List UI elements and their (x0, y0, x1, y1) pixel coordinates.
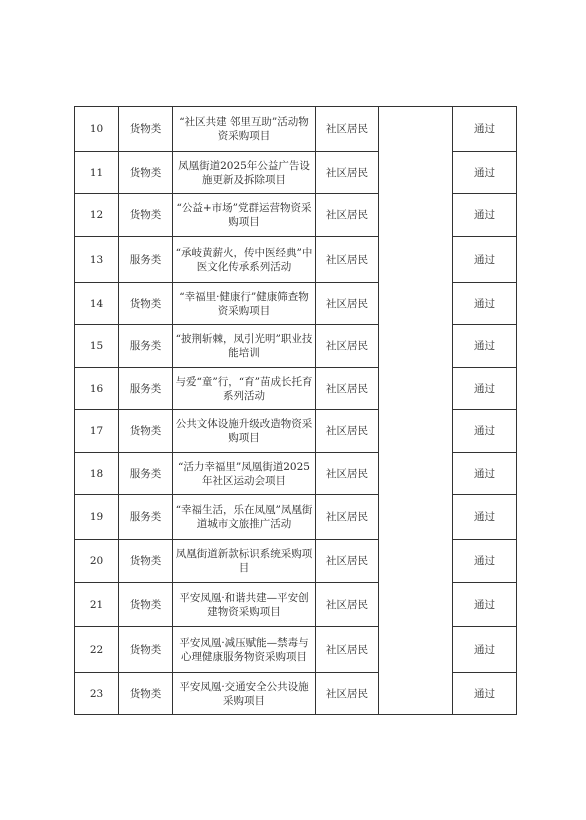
category-cell: 货物类 (119, 583, 173, 627)
row-number: 14 (75, 283, 119, 325)
result-cell: 通过 (453, 152, 517, 194)
target-cell: 社区居民 (316, 107, 379, 152)
row-number: 12 (75, 194, 119, 237)
project-name-cell: “公益+市场”党群运营物资采购项目 (173, 194, 316, 237)
row-number: 18 (75, 453, 119, 495)
target-cell: 社区居民 (316, 194, 379, 237)
project-name-cell: “幸福里·健康行”健康筛查物资采购项目 (173, 283, 316, 325)
target-cell: 社区居民 (316, 410, 379, 453)
target-cell: 社区居民 (316, 540, 379, 583)
project-name-cell: 凤凰街道新款标识系统采购项目 (173, 540, 316, 583)
project-review-table (74, 106, 517, 715)
target-cell: 社区居民 (316, 583, 379, 627)
row-number: 17 (75, 410, 119, 453)
result-cell: 通过 (453, 325, 517, 368)
category-cell: 服务类 (119, 325, 173, 368)
row-number: 21 (75, 583, 119, 627)
project-name-cell: “承岐黄薪火，传中医经典”中医文化传承系列活动 (173, 237, 316, 283)
result-cell: 通过 (453, 410, 517, 453)
row-number: 11 (75, 152, 119, 194)
empty-merged-column (379, 107, 453, 715)
category-cell: 货物类 (119, 152, 173, 194)
target-cell: 社区居民 (316, 627, 379, 673)
project-name-cell: 平安凤凰·减压赋能—禁毒与心理健康服务物资采购项目 (173, 627, 316, 673)
result-cell: 通过 (453, 453, 517, 495)
row-number: 22 (75, 627, 119, 673)
row-number: 15 (75, 325, 119, 368)
category-cell: 货物类 (119, 627, 173, 673)
target-cell: 社区居民 (316, 152, 379, 194)
result-cell: 通过 (453, 368, 517, 410)
result-cell: 通过 (453, 495, 517, 540)
result-cell: 通过 (453, 237, 517, 283)
result-cell: 通过 (453, 627, 517, 673)
category-cell: 货物类 (119, 194, 173, 237)
target-cell: 社区居民 (316, 368, 379, 410)
result-cell: 通过 (453, 673, 517, 715)
target-cell: 社区居民 (316, 237, 379, 283)
row-number: 19 (75, 495, 119, 540)
project-name-cell: 凤凰街道2025年公益广告设施更新及拆除项目 (173, 152, 316, 194)
category-cell: 货物类 (119, 540, 173, 583)
result-cell: 通过 (453, 540, 517, 583)
row-number: 23 (75, 673, 119, 715)
target-cell: 社区居民 (316, 283, 379, 325)
project-name-cell: “活力幸福里”凤凰街道2025年社区运动会项目 (173, 453, 316, 495)
category-cell: 货物类 (119, 673, 173, 715)
category-cell: 服务类 (119, 237, 173, 283)
target-cell: 社区居民 (316, 453, 379, 495)
project-name-cell: 平安凤凰·和谐共建—平安创建物资采购项目 (173, 583, 316, 627)
table-row (75, 107, 517, 152)
row-number: 13 (75, 237, 119, 283)
row-number: 16 (75, 368, 119, 410)
result-cell: 通过 (453, 583, 517, 627)
project-name-cell: 公共文体设施升级改造物资采购项目 (173, 410, 316, 453)
category-cell: 服务类 (119, 453, 173, 495)
result-cell: 通过 (453, 107, 517, 152)
target-cell: 社区居民 (316, 495, 379, 540)
project-name-cell: “幸福生活，乐在凤凰”凤凰街道城市文旅推广活动 (173, 495, 316, 540)
category-cell: 服务类 (119, 495, 173, 540)
row-number: 20 (75, 540, 119, 583)
row-number: 10 (75, 107, 119, 152)
category-cell: 货物类 (119, 283, 173, 325)
category-cell: 货物类 (119, 107, 173, 152)
target-cell: 社区居民 (316, 325, 379, 368)
project-name-cell: “社区共建 邻里互助”活动物资采购项目 (173, 107, 316, 152)
project-name-cell: “披荆斩棘，凤引光明”职业技能培训 (173, 325, 316, 368)
result-cell: 通过 (453, 283, 517, 325)
project-name-cell: 平安凤凰·交通安全公共设施采购项目 (173, 673, 316, 715)
project-name-cell: 与爱“童”行，“育”苗成长托育系列活动 (173, 368, 316, 410)
target-cell: 社区居民 (316, 673, 379, 715)
category-cell: 服务类 (119, 368, 173, 410)
result-cell: 通过 (453, 194, 517, 237)
category-cell: 货物类 (119, 410, 173, 453)
